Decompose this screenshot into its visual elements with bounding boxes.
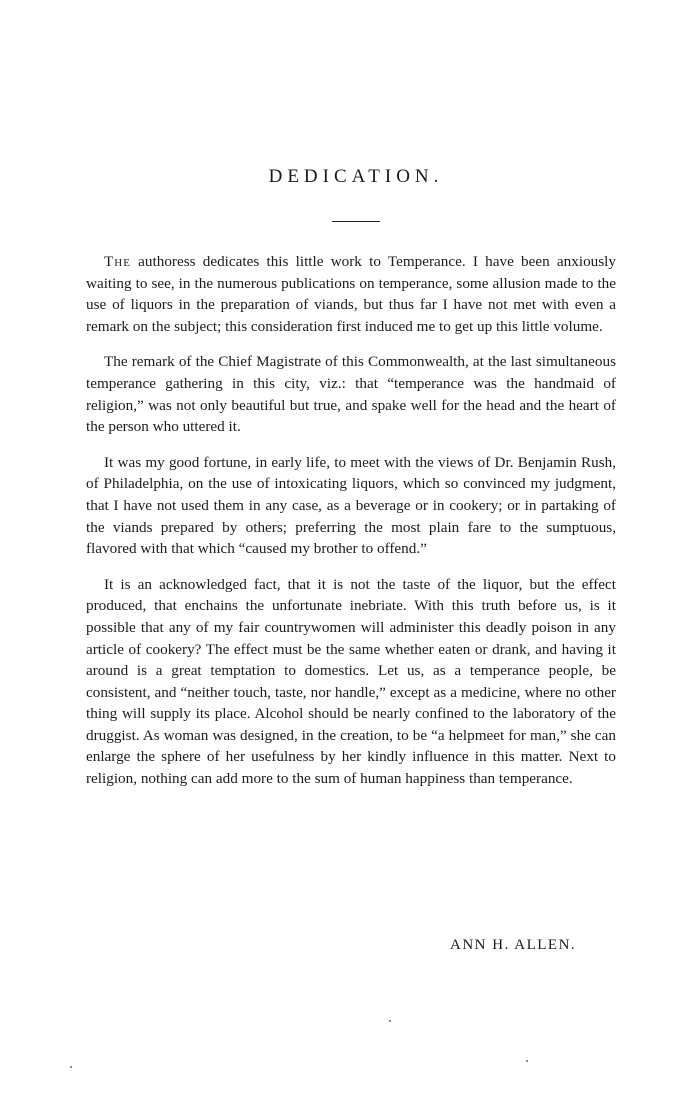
dedication-body	[86, 251, 616, 804]
print-speck	[526, 1060, 528, 1062]
paragraph-1-text: authoress dedicates this little work to Temperance. I have been anxiously waiting to see, in the numerous publications on temperance, some allusion made to the use of liquors in the preparation of viands, but thus far I have not met with even a remark on the subject; this consideration first induced me to get up this little volume.	[86, 253, 616, 335]
author-signature: ANN H. ALLEN.	[450, 937, 577, 953]
paragraph-1-lead-word: The	[104, 253, 131, 270]
paragraph-4: It is an acknowledged fact, that it is not the taste of the liquor, but the effect produced, that enchains the unfortunate inebriate. With this truth before us, is it possible that any of my fair countrywomen will administer this deadly poison in any article of cookery? The effect must be the same whether eaten or drank, and having it around is a great temptation to domestics. Let us, as a temperance people, be consistent, and “neither touch, taste, nor handle,” except as a medicine, where no other thing will supply its place. Alcohol should be nearly confined to the laboratory of the druggist. As woman was designed, in the creation, to be “a helpmeet for man,” she can enlarge the sphere of her usefulness by her kindly influence in this matter. Next to religion, nothing can add more to the sum of human happiness than temperance.	[86, 575, 616, 788]
page-title: DEDICATION.	[268, 166, 444, 187]
title-divider	[332, 221, 380, 222]
paragraph-2: The remark of the Chief Magistrate of this Commonwealth, at the last simultaneous temperance gathering in this city, viz.: that “temperance was the handmaid of religion,” was not only beautiful but true, and spake well for the head and the heart of the person who uttered it.	[86, 353, 616, 436]
print-speck	[70, 1066, 72, 1068]
paragraph-1	[86, 251, 616, 337]
paragraph-3: It was my good fortune, in early life, to meet with the views of Dr. Benjamin Rush, of Philadelphia, on the use of intoxicating liquors, which so convinced my judgment, that I have not used them in any case, as a beverage or in cookery; or in partaking of the viands prepared by others; preferring the most plain fare to the sumptuous, flavored with that which “caused my brother to offend.”	[86, 453, 616, 558]
print-speck	[389, 1020, 391, 1022]
